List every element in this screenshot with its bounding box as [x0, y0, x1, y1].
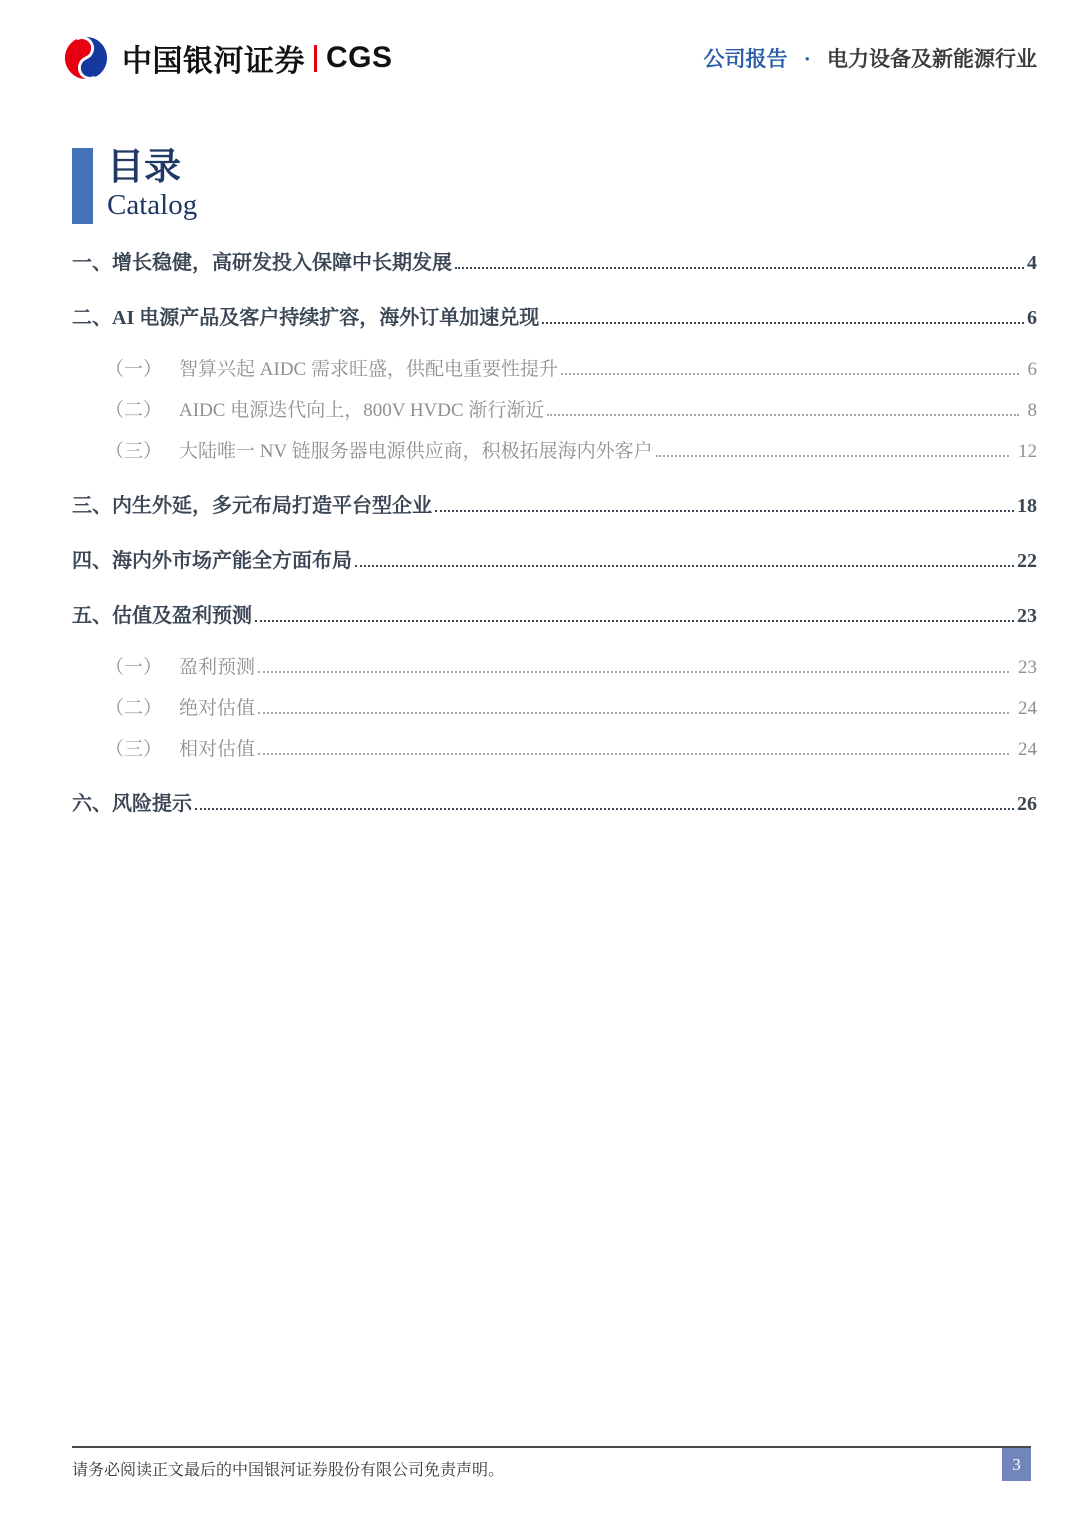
toc-page-number: 18: [1017, 495, 1037, 518]
toc-dot-leader: [542, 322, 1024, 324]
header-separator: ·: [803, 47, 811, 71]
toc-dot-leader: [656, 455, 1009, 457]
brand-name-cn: 中国银河证券: [122, 45, 305, 78]
toc-entry-level2[interactable]: [72, 395, 1037, 422]
toc-dot-leader: [455, 267, 1024, 269]
galaxy-swirl-icon: [60, 34, 112, 82]
toc-entry-text: 智算兴起 AIDC 需求旺盛，供配电重要性提升: [179, 359, 558, 381]
toc-entry-number: （三）: [105, 441, 163, 463]
catalog-accent-bar: [72, 148, 93, 224]
toc-dot-leader: [258, 753, 1009, 755]
toc-entry-label: 二、AI 电源产品及客户持续扩容，海外订单加速兑现: [72, 307, 540, 330]
toc-entry-number: （二）: [105, 400, 163, 422]
toc-dot-leader: [435, 510, 1014, 512]
toc-entry-level2[interactable]: [72, 652, 1037, 679]
toc-page-number: 12: [1018, 441, 1037, 463]
report-type-label: 公司报告: [703, 47, 788, 71]
toc-page-number: 26: [1017, 793, 1037, 816]
toc-entry-label: [105, 734, 255, 761]
toc-page-number: 24: [1018, 739, 1037, 761]
catalog-title-en: Catalog: [107, 188, 198, 221]
toc-page-number: 8: [1027, 400, 1037, 422]
brand-abbr: CGS: [326, 41, 393, 74]
toc-entry-level2[interactable]: [72, 693, 1037, 720]
toc-entry-text: AIDC 电源迭代向上，800V HVDC 渐行渐近: [179, 400, 545, 422]
toc-entry-label: [105, 436, 653, 463]
toc-entry-number: （一）: [105, 657, 163, 679]
toc-entry-label: 三、内生外延，多元布局打造平台型企业: [72, 495, 432, 518]
brand-logo: [60, 34, 393, 82]
catalog-title-block: [72, 148, 1037, 224]
catalog-titles: [107, 148, 197, 224]
toc-entry-number: （一）: [105, 359, 163, 381]
catalog-title-cn: 目录: [107, 147, 181, 188]
toc-entry-label: 五、估值及盈利预测: [72, 605, 252, 628]
toc-entry-text: 绝对估值: [179, 698, 256, 720]
report-type-header: [703, 43, 1037, 73]
page-number-badge: 3: [1002, 1448, 1031, 1481]
toc-dot-leader: [547, 414, 1018, 416]
toc-dot-leader: [258, 712, 1009, 714]
toc-entry-number: （三）: [105, 739, 163, 761]
toc-page-number: 23: [1017, 605, 1037, 628]
toc-entry-level2[interactable]: [72, 354, 1037, 381]
page-footer: [72, 1446, 1031, 1481]
toc-entry-label: 一、增长稳健，高研发投入保障中长期发展: [72, 252, 452, 275]
toc-dot-leader: [195, 808, 1014, 810]
toc-entry-level1[interactable]: [72, 246, 1037, 275]
toc-page-number: 6: [1027, 307, 1037, 330]
toc-page-number: 23: [1018, 657, 1037, 679]
toc-entry-level2[interactable]: [72, 734, 1037, 761]
toc-dot-leader: [561, 373, 1019, 375]
brand-divider: [314, 45, 317, 72]
toc-dot-leader: [258, 671, 1009, 673]
toc-entry-level1[interactable]: [72, 489, 1037, 518]
toc-entry-text: 相对估值: [179, 739, 256, 761]
page-content: [0, 148, 1080, 816]
toc-dot-leader: [355, 565, 1014, 567]
toc-entry-label: [105, 395, 544, 422]
toc-entry-level1[interactable]: [72, 599, 1037, 628]
toc-entry-label: 六、风险提示: [72, 793, 192, 816]
toc-page-number: 6: [1027, 359, 1037, 381]
page-header: [0, 0, 1080, 82]
toc-entry-label: 四、海内外市场产能全方面布局: [72, 550, 352, 573]
toc-entry-number: （二）: [105, 698, 163, 720]
toc-entry-level1[interactable]: [72, 544, 1037, 573]
industry-label: 电力设备及新能源行业: [827, 47, 1037, 71]
toc-entry-label: [105, 652, 255, 679]
table-of-contents: [72, 246, 1037, 816]
toc-page-number: 22: [1017, 550, 1037, 573]
toc-entry-level1[interactable]: [72, 301, 1037, 330]
toc-page-number: 24: [1018, 698, 1037, 720]
toc-entry-label: [105, 693, 255, 720]
disclaimer-text: 请务必阅读正文最后的中国银河证券股份有限公司免责声明。: [72, 1462, 505, 1479]
toc-entry-text: 盈利预测: [179, 657, 256, 679]
toc-dot-leader: [255, 620, 1014, 622]
toc-page-number: 4: [1027, 252, 1037, 275]
toc-entry-label: [105, 354, 558, 381]
toc-entry-level2[interactable]: [72, 436, 1037, 463]
toc-entry-level1[interactable]: [72, 787, 1037, 816]
toc-entry-text: 大陆唯一 NV 链服务器电源供应商，积极拓展海内外客户: [179, 441, 653, 463]
